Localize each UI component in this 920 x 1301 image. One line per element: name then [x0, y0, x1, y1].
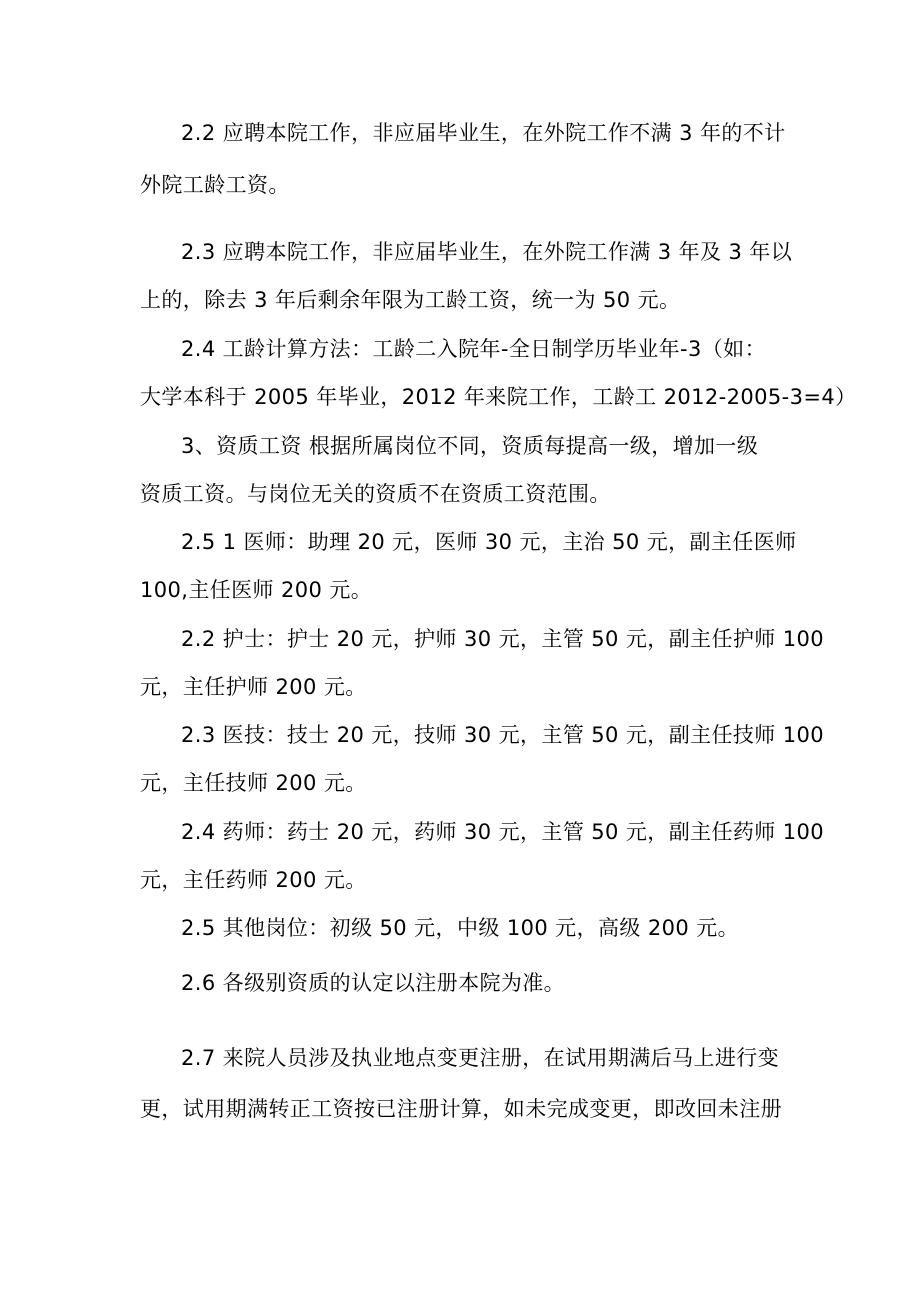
- paragraph-2-2-line-2: 外院工龄工资。: [140, 173, 290, 197]
- paragraph-3-line-1: 3、资质工资 根据所属岗位不同，资质每提高一级，增加一级: [181, 434, 759, 458]
- paragraph-2-6: 2.6 各级别资质的认定以注册本院为准。: [181, 971, 566, 995]
- paragraph-pharmacist-line-2: 元，主任药师 200 元。: [140, 868, 367, 892]
- paragraph-pharmacist-line-1: 2.4 药师：药士 20 元，药师 30 元，主管 50 元，副主任药师 100: [181, 820, 825, 844]
- paragraph-2-7-line-2: 更，试用期满转正工资按已注册计算，如未完成变更，即改回未注册: [140, 1097, 782, 1121]
- paragraph-nurse-line-1: 2.2 护士：护士 20 元，护师 30 元，主管 50 元，副主任护师 100: [181, 627, 825, 651]
- paragraph-2-4-line-1: 2.4 工龄计算方法：工龄二入院年-全日制学历毕业年-3（如：: [181, 337, 766, 361]
- paragraph-2-3-line-1: 2.3 应聘本院工作，非应届毕业生，在外院工作满 3 年及 3 年以: [181, 240, 793, 264]
- paragraph-2-4-line-2: 大学本科于 2005 年毕业，2012 年来院工作，工龄工 2012-2005-3=4）: [140, 385, 857, 409]
- paragraph-technician-line-2: 元，主任技师 200 元。: [140, 771, 367, 795]
- paragraph-2-3-line-2: 上的，除去 3 年后剩余年限为工龄工资，统一为 50 元。: [140, 288, 681, 312]
- paragraph-2-2-line-1: 2.2 应聘本院工作，非应届毕业生，在外院工作不满 3 年的不计: [181, 121, 786, 145]
- paragraph-3-line-2: 资质工资。与岗位无关的资质不在资质工资范围。: [140, 482, 611, 506]
- paragraph-2-5-physician-line-1: 2.5 1 医师：助理 20 元，医师 30 元，主治 50 元，副主任医师: [181, 530, 797, 554]
- paragraph-other-positions: 2.5 其他岗位：初级 50 元，中级 100 元，高级 200 元。: [181, 916, 740, 940]
- paragraph-nurse-line-2: 元，主任护师 200 元。: [140, 675, 367, 699]
- paragraph-technician-line-1: 2.3 医技：技士 20 元，技师 30 元，主管 50 元，副主任技师 100: [181, 723, 825, 747]
- paragraph-2-7-line-1: 2.7 来院人员涉及执业地点变更注册，在试用期满后马上进行变: [181, 1046, 780, 1070]
- paragraph-2-5-physician-line-2: 100,主任医师 200 元。: [140, 578, 373, 602]
